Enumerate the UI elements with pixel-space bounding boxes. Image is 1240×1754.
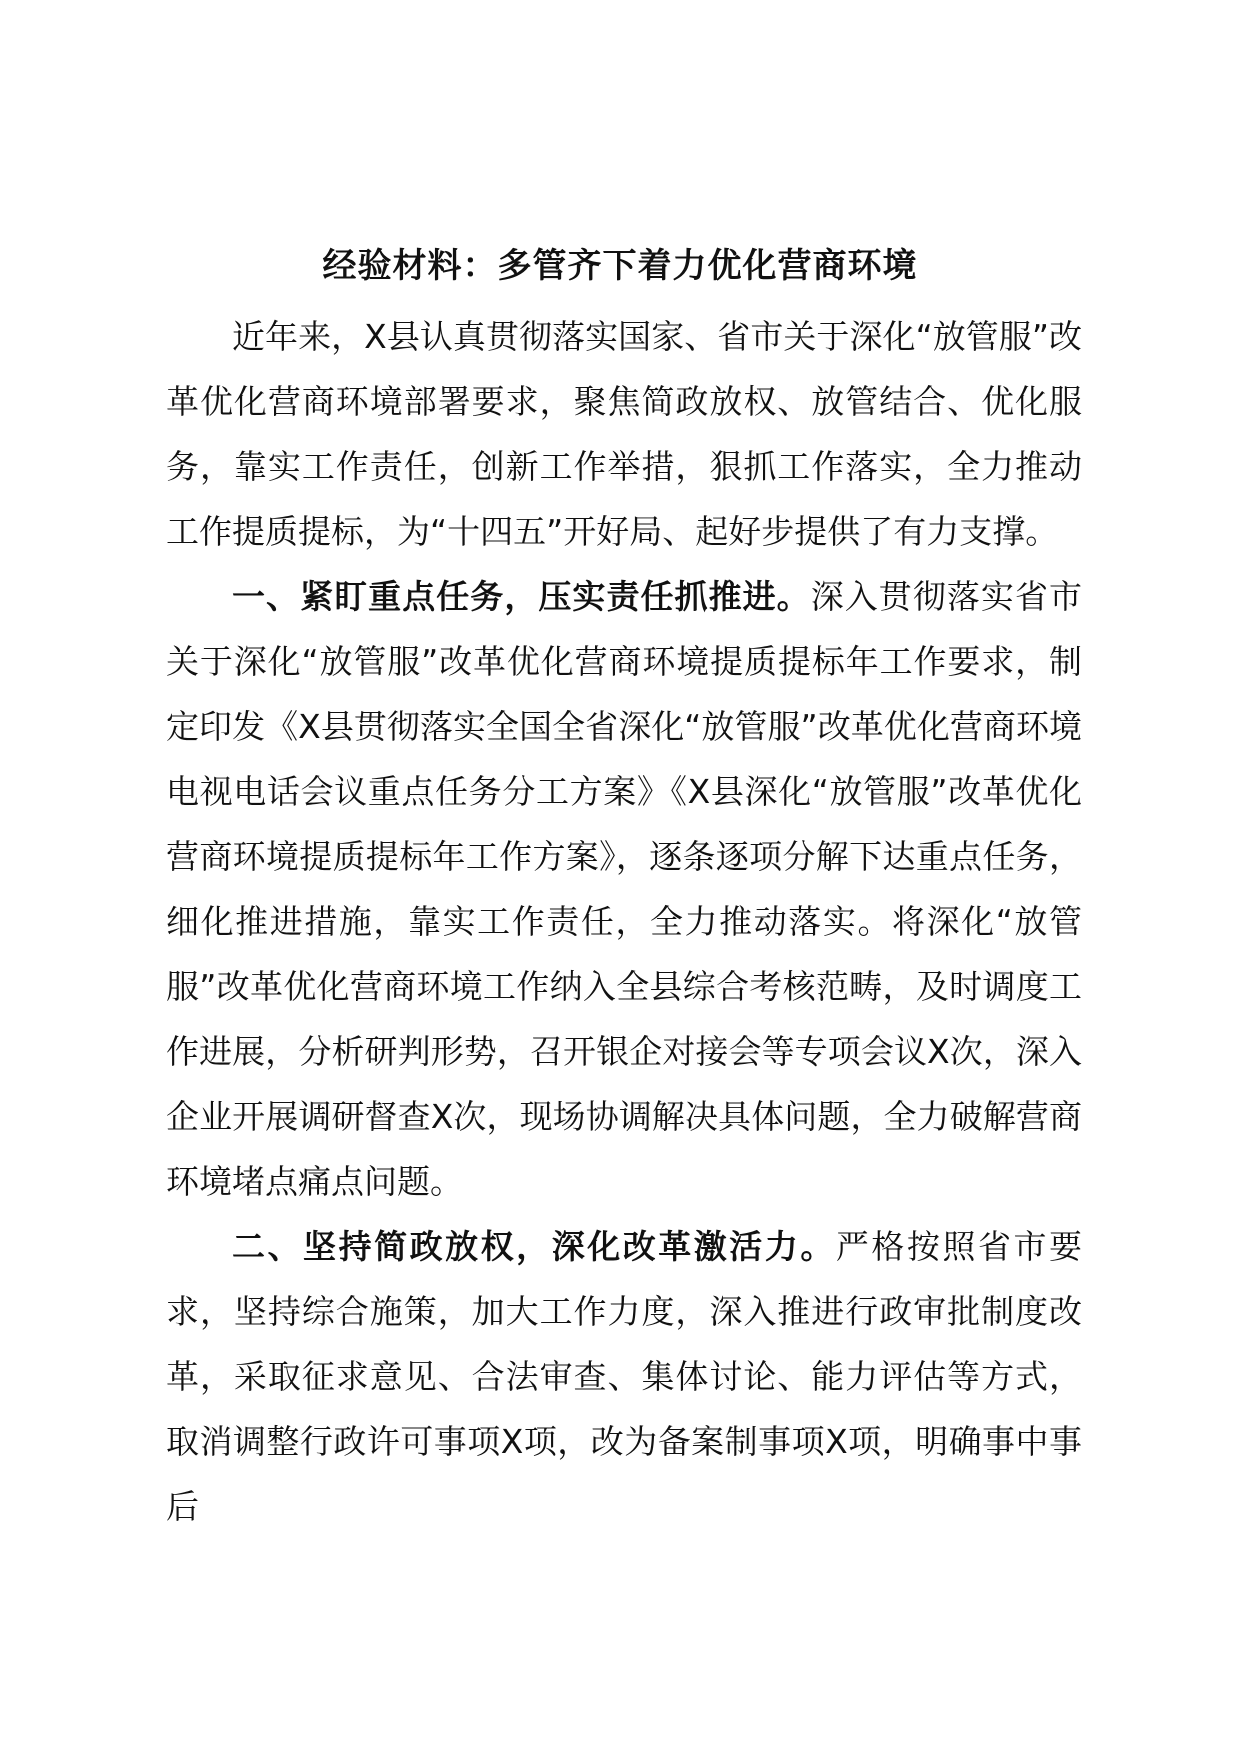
paragraph-intro (166, 304, 1082, 564)
paragraph-intro-text: 近年来，X县认真贯彻落实国家、省市关于深化“放管服”改革优化营商环境部署要求，聚焦简政放权、放管结合、优化服务，靠实工作责任，创新工作举措，狠抓工作落实，全力推动工作提质提标，为“十四五”开好局、起好步提供了有力支撑。 (166, 317, 1082, 551)
paragraph-section-2 (166, 1214, 1082, 1539)
document-title: 经验材料：多管齐下着力优化营商环境 (322, 246, 918, 286)
document-body (166, 304, 1082, 1539)
section-1-text: 深入贯彻落实省市关于深化“放管服”改革优化营商环境提质提标年工作要求，制定印发《X县贯彻落实全国全省深化“放管服”改革优化营商环境电视电话会议重点任务分工方案》《X县深化“放管服”改革优化营商环境提质提标年工作方案》，逐条逐项分解下达重点任务，细化推进措施，靠实工作责任，全力推动落实。将深化“放管服”改革优化营商环境工作纳入全县综合考核范畴，及时调度工作进展，分析研判形势，召开银企对接会等专项会议X次，深入企业开展调研督查X次，现场协调解决具体问题，全力破解营商环境堵点痛点问题。 (166, 577, 1083, 1201)
section-1-heading: 一、紧盯重点任务，压实责任抓推进。 (232, 577, 811, 616)
section-2-text: 严格按照省市要求，坚持综合施策，加大工作力度，深入推进行政审批制度改革，采取征求意见、合法审查、集体讨论、能力评估等方式，取消调整行政许可事项X项，改为备案制事项X项，明确事中事后 (166, 1227, 1083, 1526)
paragraph-section-1 (166, 564, 1082, 1214)
section-2-heading: 二、坚持简政放权，深化改革激活力。 (232, 1227, 836, 1266)
